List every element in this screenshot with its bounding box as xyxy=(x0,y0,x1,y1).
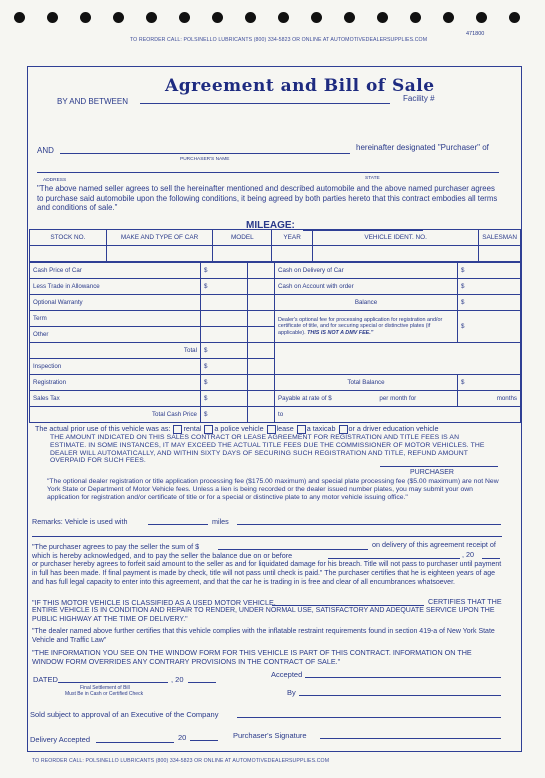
months-label: months xyxy=(458,391,521,407)
to-label: to xyxy=(278,411,284,418)
by-and-between-label: BY AND BETWEEN xyxy=(57,97,128,106)
dated-year-line[interactable] xyxy=(188,682,216,683)
salesman-cell[interactable] xyxy=(479,246,521,262)
col-make-type: MAKE AND TYPE OF CAR xyxy=(106,230,213,246)
option-rental: rental xyxy=(183,424,202,433)
used-vehicle-c: ENTIRE VEHICLE IS IN CONDITION AND REPAIR TO RENDER, UNDER NORMAL USE, SATISFACTORY AND ADEQUATE SERVICE UPON THE PUBLIC HIGHWAY AT THE TIME OF DELIVERY." xyxy=(32,607,495,623)
dmv-fee-text: Dealer's optional fee for processing application for registration and/or certificate of title, and for securing special or distinctive plates (if applicable). xyxy=(278,317,443,336)
purchaser-signature-line[interactable] xyxy=(320,738,501,739)
prior-use-line xyxy=(35,424,438,434)
price-cents[interactable] xyxy=(248,279,275,295)
dmv-fee-amount[interactable]: $ xyxy=(458,311,521,343)
taxicab-checkbox[interactable] xyxy=(297,425,306,434)
address-caption: ADDRESS xyxy=(43,178,67,183)
price-cents[interactable] xyxy=(248,295,275,311)
payment-clause-c: which is hereby acknowledged, and to pay the seller the balance due on or before xyxy=(32,551,293,560)
price-row xyxy=(30,375,521,391)
col-vin: VEHICLE IDENT. NO. xyxy=(313,230,479,246)
balance-due-date-line[interactable] xyxy=(328,558,460,559)
price-amount[interactable] xyxy=(201,295,248,311)
option-driver-ed: or a driver education vehicle xyxy=(348,424,439,433)
price-label: Inspection xyxy=(30,359,201,375)
form-title: Agreement and Bill of Sale xyxy=(165,76,435,96)
restraint-text: "The dealer named above further certifies that this vehicle complies with the inflatable restraint requirements found in section 419-a of New York State Vehicle and Traffic Law" xyxy=(32,628,495,644)
price-amount[interactable]: $ xyxy=(201,375,248,391)
price-row xyxy=(30,279,521,295)
lease-checkbox[interactable] xyxy=(267,425,276,434)
optional-fee-text: "The optional dealer registration or title application processing fee ($175.00 maximum) and special plate processing fee ($5.00 maximum) are not New York State or Department of Motor Vehicle fees. Unless a lien is being recorded or the dealer issued number plates, you may submit your own application for registration and/or certificate of title or for a special or distinctive plate to any motor vehicle issuing office." xyxy=(47,478,499,501)
per-month-label: per month for xyxy=(379,395,417,402)
price-label: Cash Price of Car xyxy=(30,263,201,279)
vehicle-entry-row[interactable] xyxy=(30,246,521,262)
price-cents[interactable] xyxy=(248,311,275,327)
accepted-label: Accepted xyxy=(271,670,303,679)
payment-clause-b: on delivery of this agreement receipt of xyxy=(372,540,496,549)
right-amount[interactable]: $ xyxy=(458,295,521,311)
price-row xyxy=(30,311,521,327)
final-settlement-note: Final Settlement of Bill xyxy=(80,685,130,691)
right-label: Total Balance xyxy=(275,375,458,391)
col-year: YEAR xyxy=(272,230,313,246)
right-label: Cash on Account with order xyxy=(275,279,458,295)
vin-cell[interactable] xyxy=(313,246,479,262)
price-row xyxy=(30,263,521,279)
price-cents[interactable] xyxy=(248,407,275,423)
mileage-label: MILEAGE: xyxy=(246,220,295,231)
reorder-notice-bottom: TO REORDER CALL: POLSINELLO LUBRICANTS (800) 334-5823 OR ONLINE AT AUTOMOTIVEDEALERSUPPLIES.COM xyxy=(32,758,330,764)
price-row xyxy=(30,391,521,407)
price-amount[interactable]: $ xyxy=(201,407,248,423)
right-amount[interactable]: $ xyxy=(458,279,521,295)
prior-use-prefix: The actual prior use of this vehicle was as: xyxy=(35,424,171,433)
price-cents[interactable] xyxy=(248,375,275,391)
option-lease: lease xyxy=(276,424,294,433)
form-number: 471800 xyxy=(466,31,485,37)
price-label: Term xyxy=(30,311,201,327)
price-amount[interactable]: $ xyxy=(201,263,248,279)
purchaser-initial-line[interactable] xyxy=(380,466,498,467)
dated-twenty: , 20 xyxy=(171,675,184,684)
price-row xyxy=(30,343,521,359)
price-amount[interactable]: $ xyxy=(201,391,248,407)
by-line[interactable] xyxy=(299,695,501,696)
price-amount[interactable]: $ xyxy=(201,359,248,375)
payment-clause-e: or purchaser hereby agrees to forfeit said amount to the seller as and for liquidated damage for his breach. Title will not pass to purchaser until payment in full has been made. If final payment is made by check, title will not pass until check is paid." The purchaser certifies that he is eighteen years of age and has full legal capacity to enter into this agreement, and that the car he is trading in is free and clear of all encumbrances whatsoever. xyxy=(32,561,502,586)
dated-line[interactable] xyxy=(58,682,168,683)
year-line[interactable] xyxy=(482,558,500,559)
address-line[interactable] xyxy=(37,172,499,173)
cash-check-note: Must Be in Cash or Certified Check xyxy=(65,691,144,697)
remarks-line-2[interactable] xyxy=(32,536,502,537)
state-caption: STATE xyxy=(365,176,380,181)
price-amount[interactable] xyxy=(201,311,248,327)
right-amount[interactable]: $ xyxy=(458,375,521,391)
price-cents[interactable] xyxy=(248,263,275,279)
price-label: Optional Warranty xyxy=(30,295,201,311)
delivery-date-line[interactable] xyxy=(96,742,174,743)
payable-at-cell[interactable] xyxy=(275,391,458,407)
used-vehicle-a: "IF THIS MOTOR VEHICLE IS CLASSIFIED AS A USED MOTOR VEHICLE, xyxy=(32,598,276,607)
make-type-cell[interactable] xyxy=(106,246,213,262)
price-amount[interactable]: $ xyxy=(201,279,248,295)
dmv-fee-emph: THIS IS NOT A DMV FEE." xyxy=(307,329,374,336)
payment-sum-line[interactable] xyxy=(218,549,368,550)
delivery-accepted-label: Delivery Accepted xyxy=(30,735,91,744)
price-label: Total Cash Price xyxy=(30,407,201,423)
payment-clause-a: "The purchaser agrees to pay the seller the sum of $ xyxy=(32,542,200,551)
price-amount[interactable] xyxy=(201,327,248,343)
facility-label: Facility # xyxy=(403,94,435,103)
purchaser-name-line[interactable] xyxy=(60,153,350,154)
model-cell[interactable] xyxy=(213,246,272,262)
delivery-year-line[interactable] xyxy=(190,740,218,741)
col-stock-no: STOCK NO. xyxy=(30,230,107,246)
price-label: Less Trade in Allowance xyxy=(30,279,201,295)
executive-line[interactable] xyxy=(237,717,501,718)
col-salesman: SALESMAN xyxy=(479,230,521,246)
agreement-text: "The above named seller agrees to sell the hereinafter mentioned and described automobile and the above named purchaser agrees to purchase said automobile upon the following conditions, it being agreed by both parties hereto that this contract embodies all terms and conditions of sale." xyxy=(37,184,498,213)
dated-label: DATED xyxy=(33,675,58,684)
vehicle-table xyxy=(29,229,521,262)
used-vehicle-b: CERTIFIES THAT THE xyxy=(428,597,502,606)
rental-checkbox[interactable] xyxy=(173,425,182,434)
purchaser-name-caption: PURCHASER'S NAME xyxy=(180,157,230,162)
price-cents[interactable] xyxy=(248,343,275,359)
price-label: Total xyxy=(30,343,201,359)
price-label: Sales Tax xyxy=(30,391,201,407)
col-model: MODEL xyxy=(213,230,272,246)
price-cents[interactable] xyxy=(248,391,275,407)
price-row xyxy=(30,407,521,423)
price-cents[interactable] xyxy=(248,327,275,343)
remarks-prefix: Remarks: Vehicle is used with xyxy=(32,517,128,526)
blank-area xyxy=(275,343,521,375)
payable-at-label: Payable at rate of $ xyxy=(278,395,332,402)
delivery-twenty: 20 xyxy=(178,733,187,742)
right-amount[interactable]: $ xyxy=(458,263,521,279)
fees-estimate-text: THE AMOUNT INDICATED ON THIS SALES CONTRACT OR LEASE AGREEMENT FOR REGISTRATION AND TITLE FEES IS AN ESTIMATE. IN SOME INSTANCES, IT MAY EXCEED THE ACTUAL TITLE FEES DUE THE COMMISSIONER OF MOTOR VEHICLES. THE DEALER WILL AUTOMATICALLY, AND WITHIN SIXTY DAYS OF SECURING SUCH REGISTRATION AND TITLE, REFUND AMOUNT OVERPAID FOR SUCH FEES. xyxy=(50,434,485,465)
dealer-name-line[interactable] xyxy=(272,605,424,606)
miles-line[interactable] xyxy=(148,524,208,525)
right-label: Cash on Delivery of Car xyxy=(275,263,458,279)
stock-no-cell[interactable] xyxy=(30,246,107,262)
price-row xyxy=(30,295,521,311)
price-amount[interactable]: $ xyxy=(201,343,248,359)
to-cell[interactable] xyxy=(275,407,521,423)
seller-line[interactable] xyxy=(140,103,390,104)
by-label: By xyxy=(287,688,296,697)
right-label: Balance xyxy=(275,295,458,311)
year-cell[interactable] xyxy=(272,246,313,262)
binder-holes xyxy=(0,12,545,26)
purchaser-label: PURCHASER xyxy=(410,469,454,476)
option-police: a police vehicle xyxy=(214,424,264,433)
pricing-table xyxy=(29,262,521,423)
reorder-notice-top: TO REORDER CALL: POLSINELLO LUBRICANTS (800) 334-5823 OR ONLINE AT AUTOMOTIVEDEALERSUPPLIES.COM xyxy=(130,37,428,43)
and-label: AND xyxy=(37,146,54,155)
price-label: Registration xyxy=(30,375,201,391)
price-cents[interactable] xyxy=(248,359,275,375)
window-form-text: "THE INFORMATION YOU SEE ON THE WINDOW FORM FOR THIS VEHICLE IS PART OF THIS CONTRACT. INFORMATION ON THE WINDOW FORM OVERRIDES ANY CONTRARY PROVISIONS IN THE CONTRACT OF SALE." xyxy=(32,648,472,666)
accepted-line[interactable] xyxy=(305,677,501,678)
sold-subject-label: Sold subject to approval of an Executive of the Company xyxy=(30,710,219,719)
dmv-fee-cell xyxy=(275,311,458,343)
vehicle-table-header xyxy=(30,230,521,246)
price-label: Other xyxy=(30,327,201,343)
remarks-line[interactable] xyxy=(237,524,501,525)
driver-ed-checkbox[interactable] xyxy=(339,425,348,434)
police-checkbox[interactable] xyxy=(204,425,213,434)
purchaser-designation: hereinafter designated "Purchaser" of xyxy=(356,143,489,152)
remarks-suffix: miles xyxy=(212,517,229,526)
payment-clause-d: , 20 xyxy=(462,550,474,559)
purchaser-signature-label: Purchaser's Signature xyxy=(233,731,307,740)
option-taxicab: a taxicab xyxy=(306,424,336,433)
